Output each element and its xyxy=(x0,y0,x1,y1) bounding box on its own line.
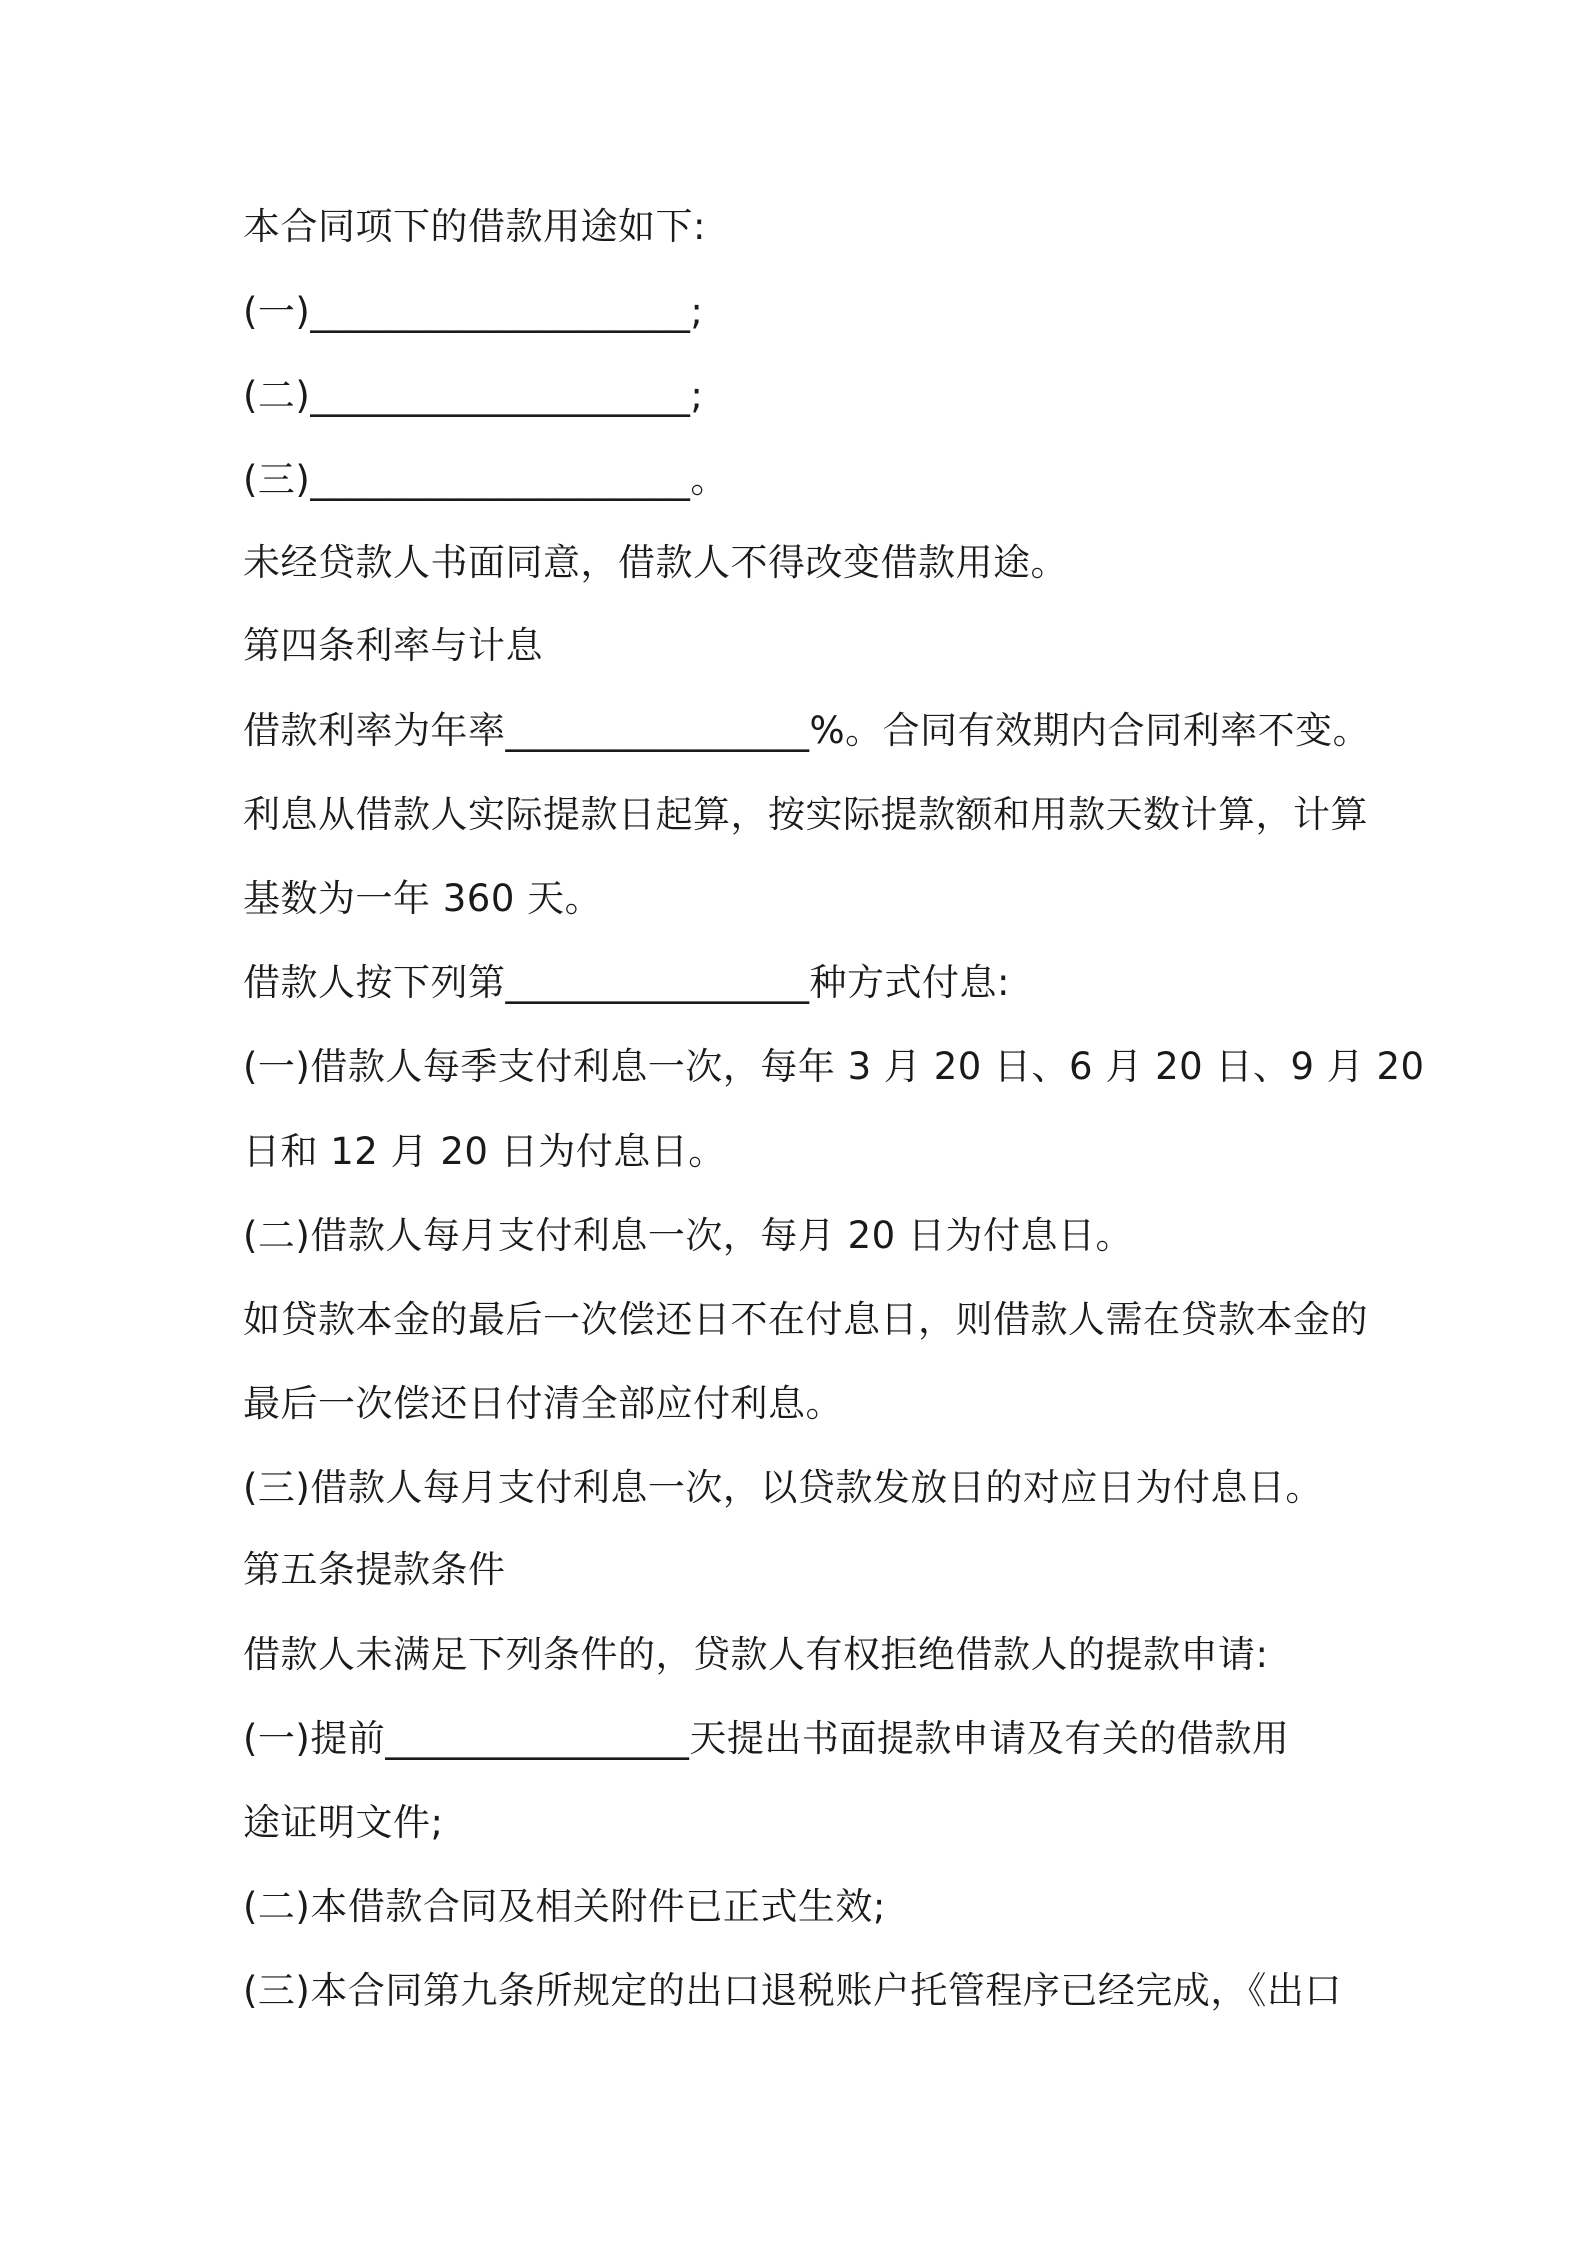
interest-calc-line-1: 利息从借款人实际提款日起算，按实际提款额和用款天数计算，计算 xyxy=(243,793,1368,836)
drawdown-cond-2: (二)本借款合同及相关附件已正式生效; xyxy=(243,1885,886,1928)
purpose-intro: 本合同项下的借款用途如下: xyxy=(243,205,706,248)
payment-option-3: (三)借款人每月支付利息一次，以贷款发放日的对应日为付息日。 xyxy=(243,1466,1323,1509)
payment-option-1a: (一)借款人每季支付利息一次，每年 3 月 20 日、6 月 20 日、9 月 20 xyxy=(243,1045,1425,1088)
article-5-heading: 第五条提款条件 xyxy=(243,1548,506,1591)
purpose-item-1: (一)____________________; xyxy=(243,290,704,333)
payment-option-2: (二)借款人每月支付利息一次，每月 20 日为付息日。 xyxy=(243,1214,1133,1257)
drawdown-cond-3: (三)本合同第九条所规定的出口退税账户托管程序已经完成，《出口 xyxy=(243,1969,1342,2012)
final-repayment-2: 最后一次偿还日付清全部应付利息。 xyxy=(243,1382,843,1425)
purpose-item-3: (三)____________________。 xyxy=(243,458,728,501)
purpose-item-2: (二)____________________; xyxy=(243,374,704,417)
interest-rate-line: 借款利率为年率________________%。合同有效期内合同利率不变。 xyxy=(243,709,1371,752)
interest-calc-line-2: 基数为一年 360 天。 xyxy=(243,877,603,920)
payment-method-line: 借款人按下列第________________种方式付息: xyxy=(243,961,1010,1004)
article-4-heading: 第四条利率与计息 xyxy=(243,624,543,667)
payment-option-1b: 日和 12 月 20 日为付息日。 xyxy=(243,1130,726,1173)
drawdown-cond-1a: (一)提前________________天提出书面提款申请及有关的借款用 xyxy=(243,1717,1290,1760)
final-repayment-1: 如贷款本金的最后一次偿还日不在付息日，则借款人需在贷款本金的 xyxy=(243,1298,1368,1341)
drawdown-cond-1b: 途证明文件; xyxy=(243,1801,444,1844)
purpose-restriction: 未经贷款人书面同意，借款人不得改变借款用途。 xyxy=(243,541,1068,584)
drawdown-intro: 借款人未满足下列条件的，贷款人有权拒绝借款人的提款申请: xyxy=(243,1633,1269,1676)
